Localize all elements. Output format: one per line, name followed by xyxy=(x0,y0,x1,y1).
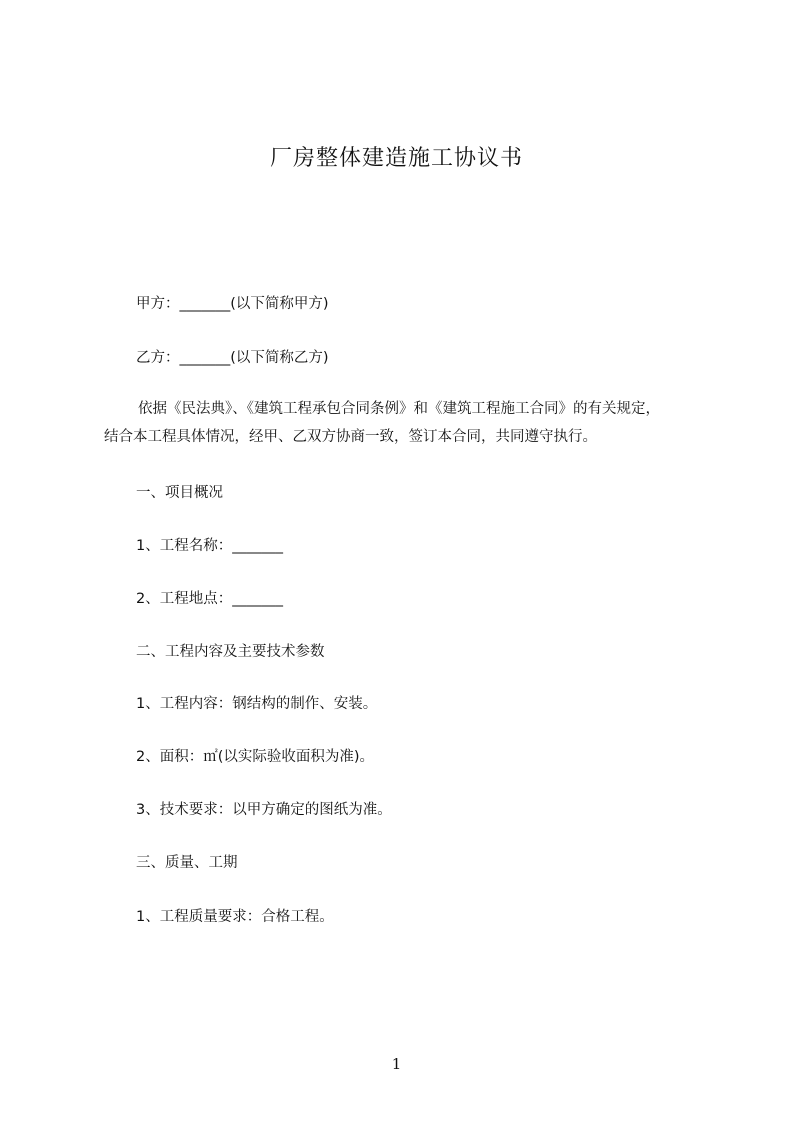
section-2-heading: 二、工程内容及主要技术参数 xyxy=(136,644,325,660)
intro-paragraph xyxy=(104,395,704,451)
section-2-item-2: 2、面积：㎡(以实际验收面积为准)。 xyxy=(136,749,375,765)
intro-line-1: 依据《民法典》、《建筑工程承包合同条例》和《建筑工程施工合同》的有关规定， xyxy=(138,401,660,417)
section-2-item-1: 1、工程内容：钢结构的制作、安装。 xyxy=(136,696,378,712)
page-number: 1 xyxy=(391,1055,402,1073)
section-1-heading: 一、项目概况 xyxy=(136,485,223,501)
section-1-item-1: 1、工程名称：_______ xyxy=(136,538,283,554)
section-2-item-3: 3、技术要求：以甲方确定的图纸为准。 xyxy=(136,802,392,818)
section-3-heading: 三、质量、工期 xyxy=(136,855,238,871)
section-1-item-2: 2、工程地点：_______ xyxy=(136,591,283,607)
party-a-line: 甲方：_______(以下简称甲方) xyxy=(136,296,329,312)
intro-line-2: 结合本工程具体情况，经甲、乙双方协商一致，签订本合同，共同遵守执行。 xyxy=(104,429,597,445)
section-3-item-1: 1、工程质量要求：合格工程。 xyxy=(136,909,334,925)
party-b-line: 乙方：_______(以下简称乙方) xyxy=(136,350,329,366)
document-title: 厂房整体建造施工协议书 xyxy=(269,146,523,171)
